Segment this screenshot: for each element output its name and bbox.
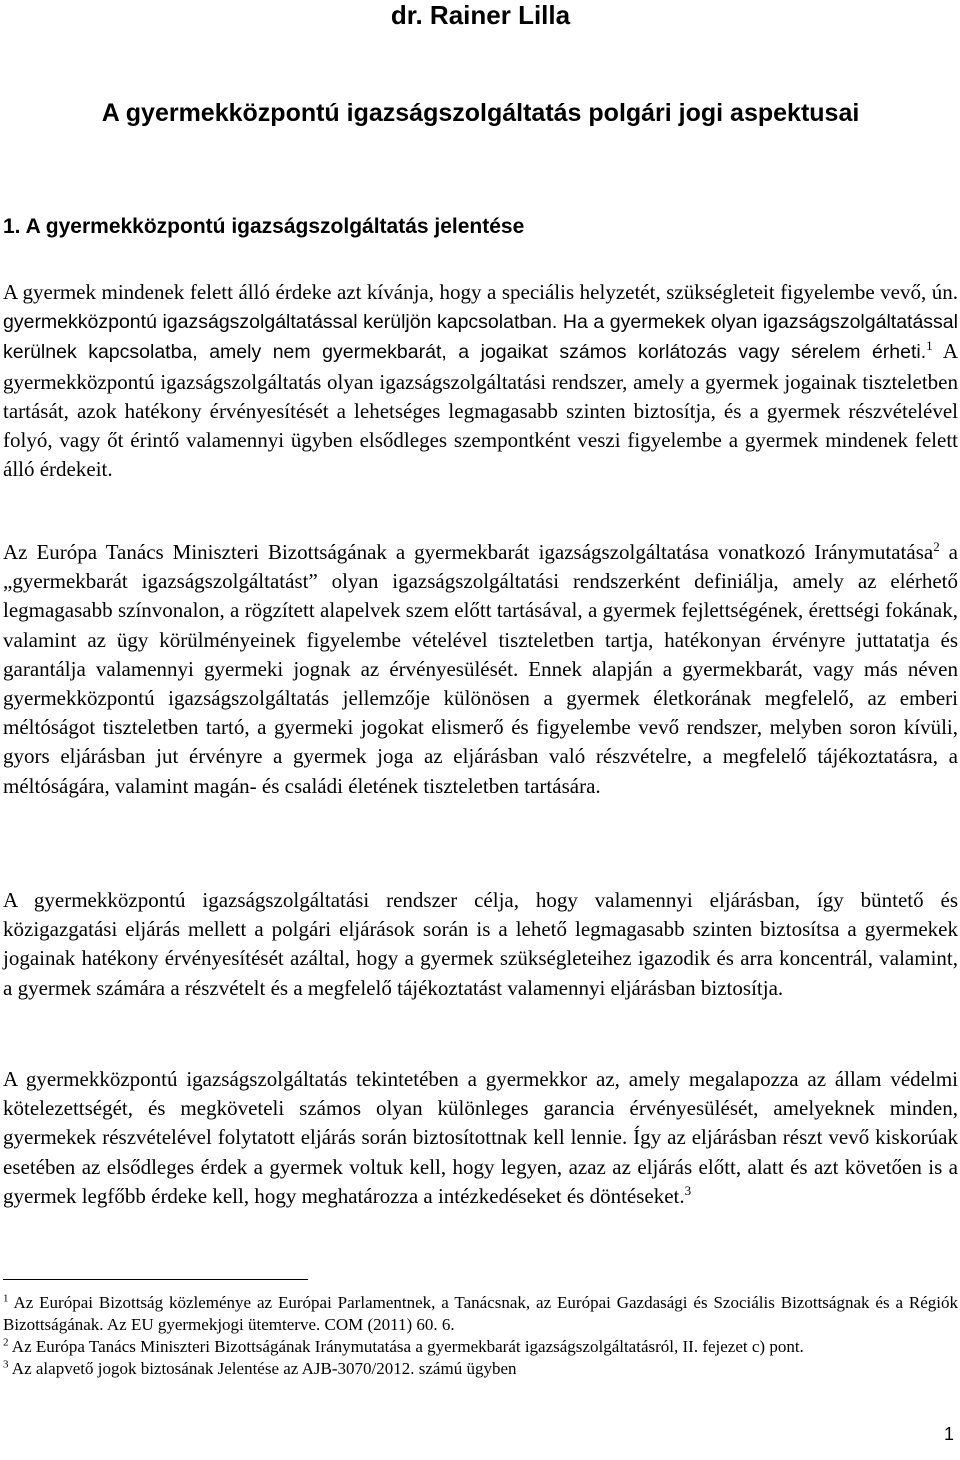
section-heading: 1. A gyermekközpontú igazságszolgáltatás jelentése [3,215,525,238]
paragraph-4 [3,1065,958,1211]
paragraph-1 [3,278,958,484]
footnote-3-text: Az alapvető jogok biztosának Jelentése az AJB-3070/2012. számú ügyben [8,1359,517,1378]
footnote-2-number: 2 [3,1336,9,1349]
document-page [3,0,958,1444]
footnote-1-text: Az Európai Bizottság közleménye az Európai Parlamentnek, a Tanácsnak, az Európai Gazdasági és Szociális Bizottságnak és a Régiók Bizottságának. Az EU gyermekjogi ütemterve. COM (2011) 60. 6. [3,1293,958,1334]
page-number: 1 [943,1424,954,1444]
footnote-3-number: 3 [3,1358,9,1371]
footnote-ref-2[interactable]: 2 [933,539,940,554]
footnote-1-number: 1 [3,1292,9,1305]
paragraph-4-body: A gyermekközpontú igazságszolgáltatás tekintetében a gyermekkor az, amely megalapozza az állam védelmi kötelezettségét, és megköveteli számos olyan különleges garancia érvényesülését, amelyeknek minden, gyermekek részvételével folytatott eljárás során biztosítottnak kell lennie. Így az eljárásban részt vevő kiskorúak esetében az elsődleges érdek a gyermek voltuk kell, hogy legyen, azaz az eljárás előtt, alatt és azt követően is a gyermek legfőbb érdeke kell, hogy meghatározza a intézkedéseket és döntéseket. [3,1067,958,1208]
footnote-2 [3,1336,958,1358]
paragraph-2 [3,538,958,801]
paragraph-1-body: A gyermekközpontú igazságszolgáltatás olyan igazságszolgáltatási rendszer, amely a gyermek jogainak tiszteletben tartását, azok hatékony érvényesítését a lehetséges legmagasabb szinten biztosítja, és a gyermek részvételével folyó, vagy őt érintő valamennyi ügyben elsődleges szempontként veszi figyelembe a gyermek mindenek felett álló érdekeit. [3,339,958,482]
footnote-1 [3,1292,958,1336]
paragraph-3: A gyermekközpontú igazságszolgáltatási rendszer célja, hogy valamennyi eljárásban, így büntető és közigazgatási eljárás mellett a polgári eljárások során is a lehető legmagasabb szinten biztosítsa a gyermekek jogainak hatékony érvényesítését azáltal, hogy a gyermek szükségleteihez igazodik és arra koncentrál, valamint, a gyermek számára a részvételt és a megfelelő tájékoztatást valamennyi eljárásban biztosítja. [3,888,958,1000]
author-name: dr. Rainer Lilla [390,0,571,30]
paragraph-2-intro: Az Európa Tanács Miniszteri Bizottságának a gyermekbarát igazságszolgáltatása vonatkozó Iránymutatása [3,540,934,564]
footnote-ref-1[interactable]: 1 [926,338,933,354]
paragraph-1-sans-text: gyermekközpontú igazságszolgáltatással kerüljön kapcsolatban. Ha a gyermekek olyan igazságszolgáltatással kerülnek kapcsolatba, amely nem gyermekbarát, a jogaikat számos korlátozás vagy sérelem érheti. [3,311,958,364]
paragraph-1-intro: A gyermek mindenek felett álló érdeke azt kívánja, hogy a speciális helyzetét, szükségleteit figyelembe vevő, ún. [3,280,958,304]
footnote-ref-3[interactable]: 3 [684,1182,692,1198]
footnote-2-text: Az Európa Tanács Miniszteri Bizottságának Iránymutatása a gyermekbarát igazságszolgáltatásról, II. fejezet c) pont. [8,1337,804,1356]
footnotes [3,1292,958,1380]
paragraph-2-body: a „gyermekbarát igazságszolgáltatást” olyan igazságszolgáltatási rendszerként definiálja, amely az elérhető legmagasabb színvonalon, a rögzített alapelvek szem előtt tartásával, a gyermek fejlettségének, érettségi fokának, valamint az ügy körülményeinek figyelembe vételével tiszteletben tartja, hatékonyan érvényre juttatatja és garantálja valamennyi gyermeki jognak az érvényesülését. Ennek alapján a gyermekbarát, vagy más néven gyermekközpontú igazságszolgáltatás jellemzője különösen a gyermek életkorának megfelelő, az emberi méltóságot tiszteletben tartó, a gyermeki jogokat elismerő és figyelembe vevő rendszer, melyben soron kívüli, gyors eljárásban jut érvényre a gyermek joga az eljárásban való részvételre, a megfelelő tájékoztatásra, a méltóságára, valamint magán- és családi életének tiszteletben tartására. [3,540,958,798]
footnote-3 [3,1358,958,1380]
footnote-separator [3,1279,308,1280]
document-title: A gyermekközpontú igazságszolgáltatás polgári jogi aspektusai [101,99,860,127]
